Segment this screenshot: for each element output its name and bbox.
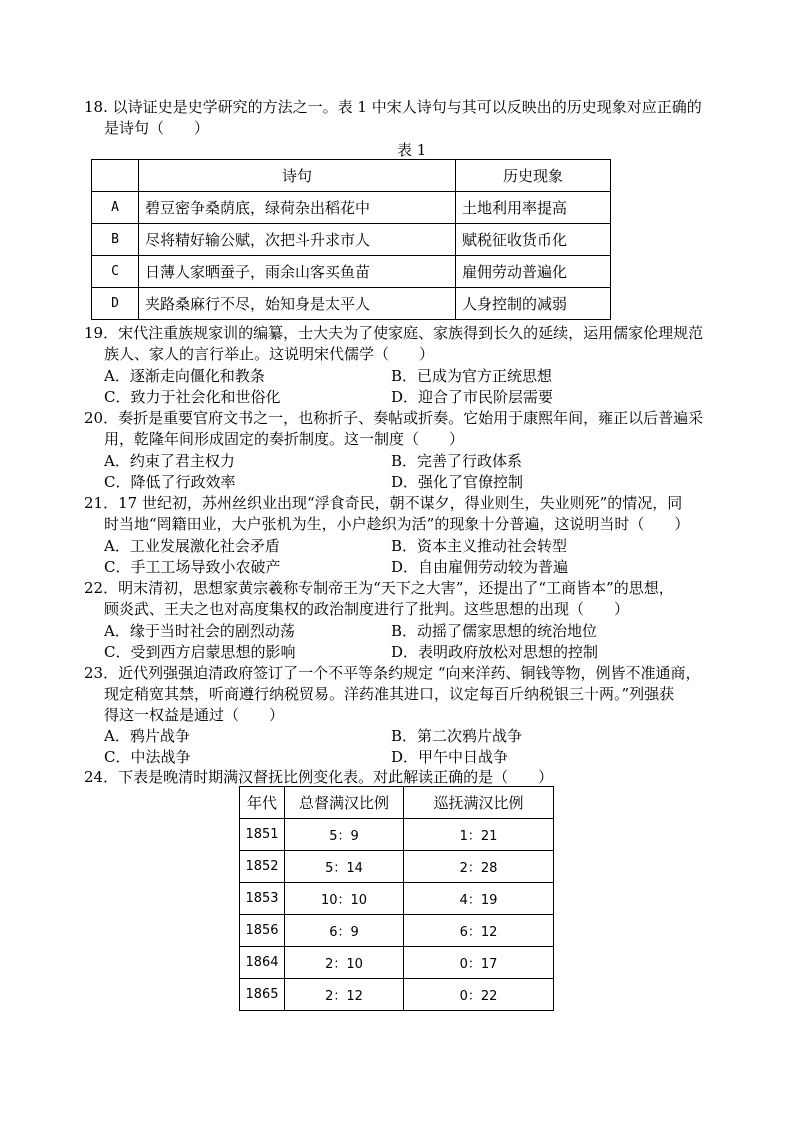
table-row <box>92 192 611 224</box>
q20-option-a: A．约束了君主权力 <box>104 452 235 470</box>
history-cell: 土地利用率提高 <box>456 192 611 224</box>
q23-option-b: B．第二次鸦片战争 <box>391 727 523 745</box>
xunfu-ratio-cell: 2：28 <box>404 851 554 883</box>
q21-option-d: D．自由雇佣劳动较为普遍 <box>391 558 569 576</box>
q19-option-d: D．迎合了市民阶层需要 <box>391 388 554 406</box>
q18-stem-line1: 18. 以诗证史是史学研究的方法之一。表 1 中宋人诗句与其可以反映出的历史现象对应正确的 <box>84 98 702 116</box>
table-row <box>240 915 554 947</box>
year-cell: 1851 <box>240 819 285 851</box>
q23-stem-line3: 得这一权益是通过（ ） <box>104 706 285 724</box>
q19-option-c: C．致力于社会化和世俗化 <box>104 388 281 406</box>
q20-stem-line1: 20．奏折是重要官府文书之一，也称折子、奏帖或折奏。它始用于康熙年间，雍正以后普遍采 <box>84 409 704 427</box>
q18-stem-line2: 是诗句（ ） <box>104 119 210 137</box>
q19-option-a: A．逐渐走向僵化和教条 <box>104 367 265 385</box>
table-header-row <box>240 787 554 819</box>
table-row <box>240 979 554 1011</box>
table-header-row <box>92 160 611 192</box>
year-cell: 1865 <box>240 979 285 1011</box>
year-cell: 1852 <box>240 851 285 883</box>
table-header-cell: 诗句 <box>139 160 456 192</box>
poem-cell: 尽将精好输公赋，次把斗升求市人 <box>139 224 456 256</box>
option-letter: B <box>92 224 139 256</box>
table-header-cell <box>92 160 139 192</box>
q22-option-c: C．受到西方启蒙思想的影响 <box>104 643 296 661</box>
table-row <box>240 947 554 979</box>
governor-ratio-cell: 5：9 <box>285 819 404 851</box>
table-row <box>240 851 554 883</box>
poem-cell: 夹路桑麻行不尽，始知身是太平人 <box>139 288 456 320</box>
q19-stem-line1: 19．宋代注重族规家训的编纂，士大夫为了使家庭、家族得到长久的延续，运用儒家伦理规范 <box>84 324 704 342</box>
xunfu-ratio-cell: 6：12 <box>404 915 554 947</box>
q22-option-a: A．缘于当时社会的剧烈动荡 <box>104 622 295 640</box>
q22-stem-line2: 顾炎武、王夫之也对高度集权的政治制度进行了批判。这些思想的出现（ ） <box>104 600 630 618</box>
xunfu-ratio-cell: 1：21 <box>404 819 554 851</box>
q21-stem-line2: 时当地“罔籍田业，大户张机为生，小户趁织为活”的现象十分普遍，这说明当时（ ） <box>104 515 690 533</box>
year-cell: 1864 <box>240 947 285 979</box>
q20-option-b: B．完善了行政体系 <box>391 452 523 470</box>
xunfu-ratio-cell: 0：17 <box>404 947 554 979</box>
q21-option-c: C．手工工场导致小农破产 <box>104 558 281 576</box>
poem-cell: 日薄人家晒蚕子，雨余山客买鱼苗 <box>139 256 456 288</box>
governor-ratio-cell: 2：10 <box>285 947 404 979</box>
xunfu-ratio-cell: 4：19 <box>404 883 554 915</box>
table-row <box>240 819 554 851</box>
table-row <box>240 883 554 915</box>
q19-option-b: B．已成为官方正统思想 <box>391 367 553 385</box>
table-header-cell: 巡抚满汉比例 <box>404 787 554 819</box>
q20-option-d: D．强化了官僚控制 <box>391 473 524 491</box>
q22-option-b: B．动摇了儒家思想的统治地位 <box>391 622 598 640</box>
option-letter: A <box>92 192 139 224</box>
governor-ratio-table <box>239 786 554 1011</box>
q20-stem-line2: 用，乾隆年间形成固定的奏折制度。这一制度（ ） <box>104 430 465 448</box>
table-row <box>92 224 611 256</box>
xunfu-ratio-cell: 0：22 <box>404 979 554 1011</box>
table-header-cell: 历史现象 <box>456 160 611 192</box>
governor-ratio-cell: 5：14 <box>285 851 404 883</box>
option-letter: C <box>92 256 139 288</box>
poem-cell: 碧豆密争桑荫底，绿荷杂出稻花中 <box>139 192 456 224</box>
table-row <box>92 288 611 320</box>
q21-option-a: A．工业发展激化社会矛盾 <box>104 537 280 555</box>
q23-stem-line1: 23．近代列强强迫清政府签订了一个不平等条约规定 “向来洋药、铜钱等物，例皆不准通商， <box>84 664 701 682</box>
history-cell: 雇佣劳动普遍化 <box>456 256 611 288</box>
q21-option-b: B．资本主义推动社会转型 <box>391 537 568 555</box>
table-row <box>92 256 611 288</box>
q23-stem-line2: 现定稍宽其禁，听商遵行纳税贸易。洋药准其进口，议定每百斤纳税银三十两。”列强获 <box>104 685 675 703</box>
governor-ratio-cell: 6：9 <box>285 915 404 947</box>
poem-history-table <box>91 159 611 320</box>
history-cell: 赋税征收货币化 <box>456 224 611 256</box>
q19-stem-line2: 族人、家人的言行举止。这说明宋代儒学（ ） <box>104 345 435 363</box>
q22-stem-line1: 22．明末清初，思想家黄宗羲称专制帝王为“天下之大害”，还提出了“工商皆本”的思想， <box>84 579 674 597</box>
q22-option-d: D．表明政府放松对思想的控制 <box>391 643 599 661</box>
table1-caption: 表 1 <box>397 141 427 159</box>
year-cell: 1853 <box>240 883 285 915</box>
q20-option-c: C．降低了行政效率 <box>104 473 236 491</box>
option-letter: D <box>92 288 139 320</box>
year-cell: 1856 <box>240 915 285 947</box>
governor-ratio-cell: 2：12 <box>285 979 404 1011</box>
q23-option-d: D．甲午中日战争 <box>391 748 509 766</box>
q23-option-a: A．鸦片战争 <box>104 727 190 745</box>
table-header-cell: 年代 <box>240 787 285 819</box>
governor-ratio-cell: 10：10 <box>285 883 404 915</box>
history-cell: 人身控制的减弱 <box>456 288 611 320</box>
q21-stem-line1: 21．17 世纪初，苏州丝织业出现“浮食奇民，朝不谋夕，得业则生，失业则死”的情况，同 <box>84 494 683 512</box>
table-header-cell: 总督满汉比例 <box>285 787 404 819</box>
q24-stem-line1: 24．下表是晚清时期满汉督抚比例变化表。对此解读正确的是（ ） <box>84 768 554 786</box>
q23-option-c: C．中法战争 <box>104 748 191 766</box>
